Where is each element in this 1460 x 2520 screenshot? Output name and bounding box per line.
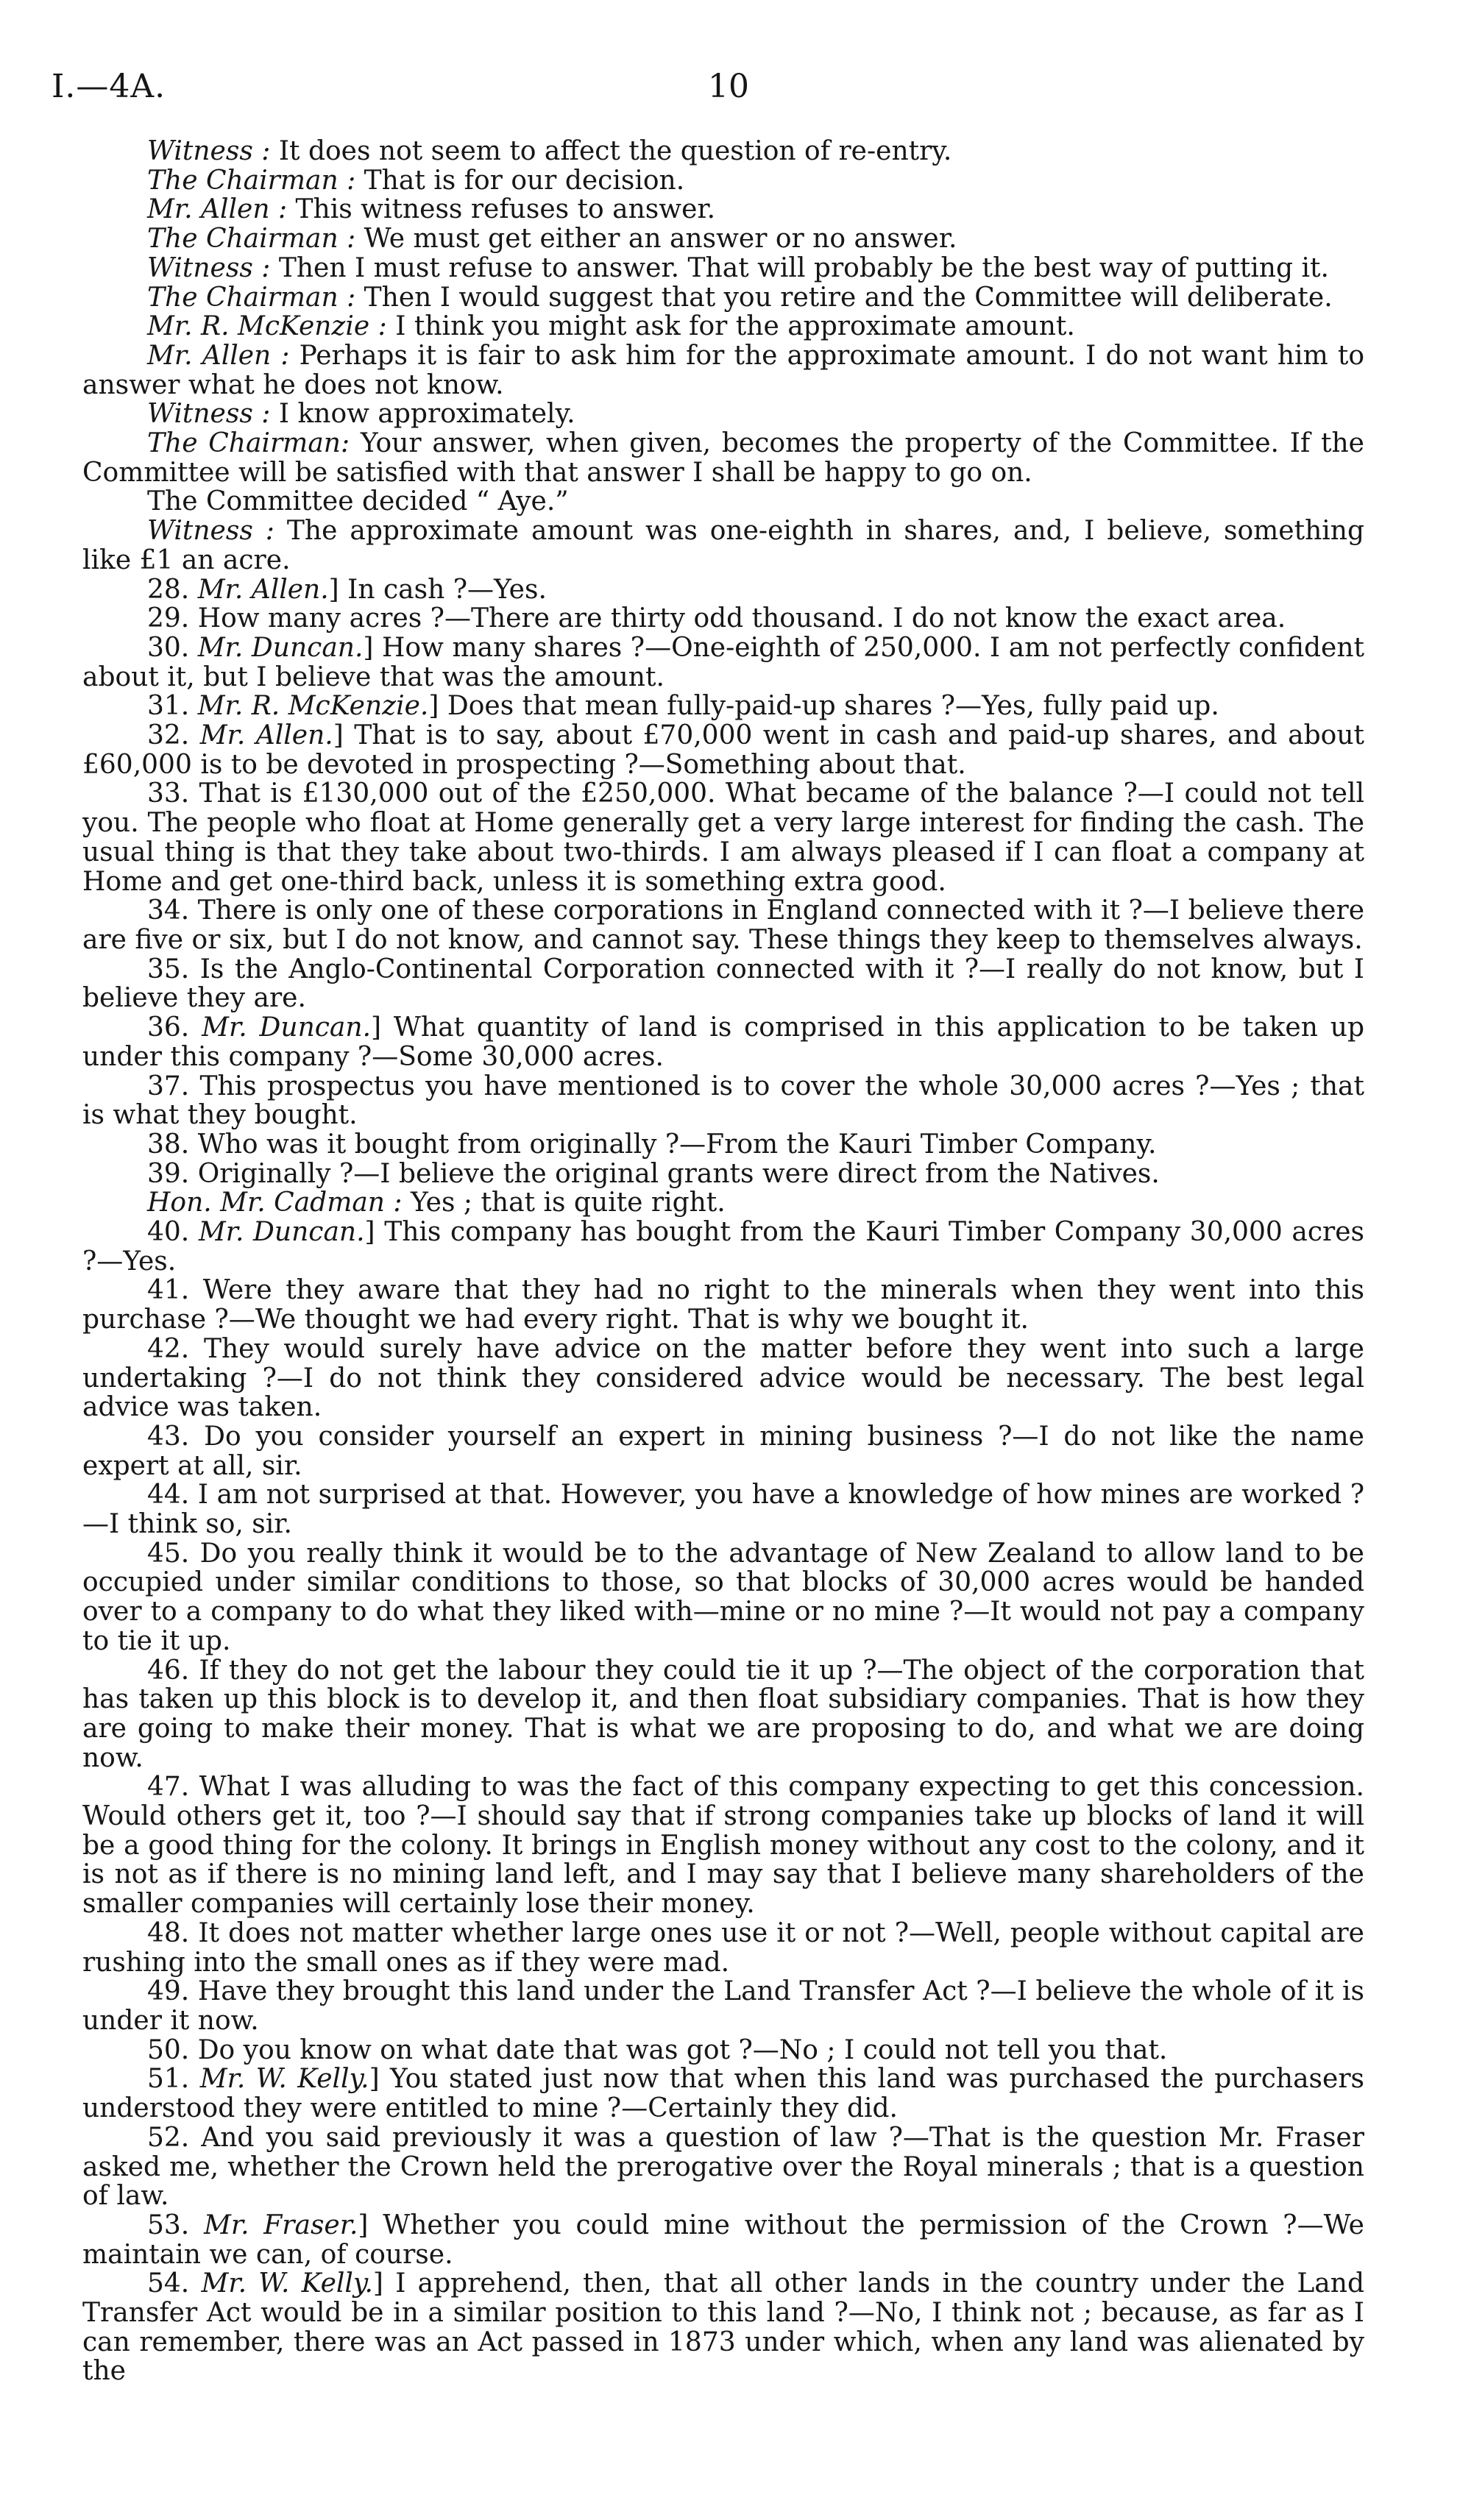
paragraph-text: ] Whether you could mine without the permission of the Crown ?—We maintain we can, of course. [82,2210,1364,2270]
question-number: 51. [147,2064,200,2095]
transcript-paragraph [82,2065,1364,2123]
transcript-paragraph [82,779,1364,896]
paragraph-text: 34. There is only one of these corporations in England connected with it ?—I believe there are five or six, but I do not know, and cannot say. These things they keep to themselves always. [82,895,1364,955]
transcript-paragraph [82,575,1364,605]
transcript-paragraph [82,955,1364,1013]
transcript-paragraph [82,166,1364,196]
page-number: 10 [708,68,749,105]
transcript-paragraph [82,604,1364,633]
paragraph-text: Your answer, when given, becomes the property of the Committee. If the Committee will be satisfied with that answer I shall be happy to go on. [82,428,1364,488]
transcript-paragraph [82,341,1364,400]
transcript-paragraph [82,1276,1364,1334]
paragraph-text: ] That is to say, about £70,000 went in cash and paid-up shares, and about £60,000 is to be devoted in prospecting ?—Something about that. [82,720,1365,780]
question-number: 36. [147,1012,202,1043]
question-number: 31. [147,691,198,722]
paragraph-text: 49. Have they brought this land under the Land Transfer Act ?—I believe the whole of it is under it now. [82,1976,1364,2036]
speaker-name: Mr. Allen : [147,340,290,371]
transcript-paragraph [82,2123,1364,2211]
paragraph-text: 45. Do you really think it would be to the advantage of New Zealand to allow land to be occupied under similar conditions to those, so that blocks of 30,000 acres would be handed over to a company to do what they liked with—mine or no mine ?—It would not pay a company to tie it up. [82,1538,1364,1656]
paragraph-text: Yes ; that is quite right. [402,1188,726,1218]
speaker-name: Hon. Mr. Cadman : [147,1188,403,1218]
paragraph-text: ] I apprehend, then, that all other lands in the country under the Land Transfer Act would be in a similar position to this land ?—No, I think not ; because, as far as I can remember, there was an Act passed in 1873 under which, when any land was alienated by the [82,2268,1364,2387]
paragraph-text: The Committee decided “ Aye.” [147,486,569,517]
question-number: 28. [147,574,198,605]
transcript-paragraph [82,254,1364,283]
paragraph-text: That is for our decision. [355,165,685,196]
transcript-paragraph [82,1160,1364,1189]
speaker-name: The Chairman : [147,224,356,255]
question-number: 54. [147,2268,202,2299]
question-number: 30. [147,632,198,663]
speaker-name: Witness : [147,136,271,166]
paragraph-text: Perhaps it is fair to ask him for the approximate amount. I do not want him to answer what he does not know. [82,340,1364,400]
paragraph-text: ] In cash ?—Yes. [328,574,547,605]
transcript-paragraph [82,517,1364,575]
transcript-paragraph [82,2269,1364,2386]
paragraph-text: We must get either an answer or no answer. [355,224,957,255]
paragraph-text: ] How many shares ?—One-eighth of 250,000. I am not perfectly confident about it, but I believe that was the amount. [82,632,1364,692]
paragraph-text: 48. It does not matter whether large ones use it or not ?—Well, people without capital are rushing into the small ones as if they were mad. [82,1917,1364,1978]
transcript-paragraph [82,224,1364,254]
transcript-paragraph [82,1422,1364,1480]
speaker-name: Mr. Allen. [197,574,329,605]
speaker-name: Mr. Fraser. [204,2210,358,2240]
paragraph-text: Then I must refuse to answer. That will probably be the best way of putting it. [270,252,1329,283]
question-number: 40. [147,1217,199,1248]
speaker-name: The Chairman: [147,428,350,459]
paragraph-text: 33. That is £130,000 out of the £250,000. What became of the balance ?—I could not tell you. The people who float at Home generally get a very large interest for finding the cash. The usual thing is that they take about two-thirds. I am always pleased if I can float a company at Home and get one-third back, unless it is something extra good. [82,778,1364,897]
paragraph-text: 39. Originally ?—I believe the original grants were direct from the Natives. [147,1158,1160,1189]
transcript-paragraph [82,1335,1364,1422]
transcript-paragraph [82,633,1364,692]
transcript-paragraph [82,283,1364,313]
paragraph-text: ] This company has bought from the Kauri Timber Company 30,000 acres ?—Yes. [82,1217,1364,1277]
paragraph-text: 50. Do you know on what date that was got ?—No ; I could not tell you that. [147,2034,1168,2065]
paragraph-text: This witness refuses to answer. [287,194,716,225]
paragraph-text: The approximate amount was one-eighth in shares, and, I believe, something like £1 an acre. [82,516,1364,575]
transcript-paragraph [82,1072,1364,1130]
paragraph-text: 44. I am not surprised at that. However, you have a knowledge of how mines are worked ? —I think so, sir. [82,1480,1364,1540]
transcript-paragraph [82,429,1364,487]
transcript-paragraph [82,1539,1364,1656]
transcript-paragraph [82,2036,1364,2065]
transcript-paragraph [82,721,1364,779]
question-number: 53. [147,2210,204,2240]
transcript-paragraph [82,1013,1364,1071]
speaker-name: Mr. Duncan. [197,632,364,663]
paragraph-text: 29. How many acres ?—There are thirty odd thousand. I do not know the exact area. [147,603,1286,634]
speaker-name: The Chairman : [147,282,356,313]
transcript-paragraph [82,2211,1364,2269]
transcript-paragraph [82,195,1364,224]
paragraph-text: Then I would suggest that you retire and the Committee will deliberate. [355,282,1333,313]
speaker-name: Mr. Duncan. [202,1012,372,1043]
document-reference: I.—4A. [52,68,166,105]
paragraph-text: 43. Do you consider yourself an expert in mining business ?—I do not like the name expert at all, sir. [82,1421,1364,1481]
paragraph-text: ] What quantity of land is comprised in this application to be taken up under this company ?—Some 30,000 acres. [82,1012,1364,1072]
paragraph-text: I think you might ask for the approximate amount. [386,311,1075,342]
speaker-name: Mr. Allen : [147,194,288,225]
transcript-body [82,137,1364,2386]
paragraph-text: 46. If they do not get the labour they could tie it up ?—The object of the corporation that has taken up this block is to develop it, and then float subsidiary companies. That is how they are going to make their money. That is what we are proposing to do, and what we are doing now. [82,1655,1364,1773]
transcript-paragraph [82,487,1364,517]
transcript-paragraph [82,1772,1364,1919]
paragraph-text: ] Does that mean fully-paid-up shares ?—Yes, fully paid up. [428,691,1219,722]
transcript-paragraph [82,1919,1364,1977]
transcript-paragraph [82,1130,1364,1160]
paragraph-text: 35. Is the Anglo-Continental Corporation connected with it ?—I really do not know, but I believe they are. [82,954,1364,1014]
paragraph-text: 38. Who was it bought from originally ?—From the Kauri Timber Company. [147,1129,1157,1160]
speaker-name: The Chairman : [147,165,356,196]
transcript-paragraph [82,137,1364,166]
speaker-name: Witness : [147,252,271,283]
speaker-name: Mr. Allen. [199,720,333,751]
paragraph-text: 41. Were they aware that they had no right to the minerals when they went into this purchase ?—We thought we had every right. That is why we bought it. [82,1275,1364,1335]
paragraph-text: 47. What I was alluding to was the fact of this company expecting to get this concession. Would others get it, too ?—I should say that if strong companies take up blocks of land it will be a good thing for the colony. It brings in English money without any cost to the colony, and it is not as if there is no mining land left, and I may say that I believe many shareholders of the smaller companies will certainly lose their money. [82,1772,1364,1920]
paragraph-text: 42. They would surely have advice on the matter before they went into such a large undertaking ?—I do not think they considered advice would be necessary. The best legal advice was taken. [82,1333,1364,1423]
speaker-name: Witness : [147,399,271,430]
speaker-name: Mr. R. McKenzie. [197,691,429,722]
paragraph-text: I know approximately. [270,399,575,430]
question-number: 32. [147,720,200,751]
paragraph-text: It does not seem to affect the question of re-entry. [270,136,952,166]
speaker-name: Witness : [147,516,274,547]
transcript-paragraph [82,1218,1364,1276]
transcript-paragraph [82,896,1364,954]
transcript-paragraph [82,400,1364,429]
transcript-paragraph [82,1656,1364,1773]
transcript-paragraph [82,1977,1364,2035]
paragraph-text: 52. And you said previously it was a question of law ?—That is the question Mr. Fraser asked me, whether the Crown held the prerogative over the Royal minerals ; that is a question of law. [82,2122,1364,2212]
transcript-paragraph [82,1480,1364,1538]
paragraph-text: ] You stated just now that when this land was purchased the purchasers understood they were entitled to mine ?—Certainly they did. [82,2064,1364,2124]
transcript-paragraph [82,692,1364,721]
speaker-name: Mr. W. Kelly. [201,2268,373,2299]
speaker-name: Mr. R. McKenzie : [147,311,387,342]
paragraph-text: 37. This prospectus you have mentioned is to cover the whole 30,000 acres ?—Yes ; that is what they bought. [82,1071,1364,1131]
transcript-paragraph [82,312,1364,341]
transcript-paragraph [82,1188,1364,1218]
speaker-name: Mr. Duncan. [198,1217,365,1248]
speaker-name: Mr. W. Kelly. [199,2064,369,2095]
